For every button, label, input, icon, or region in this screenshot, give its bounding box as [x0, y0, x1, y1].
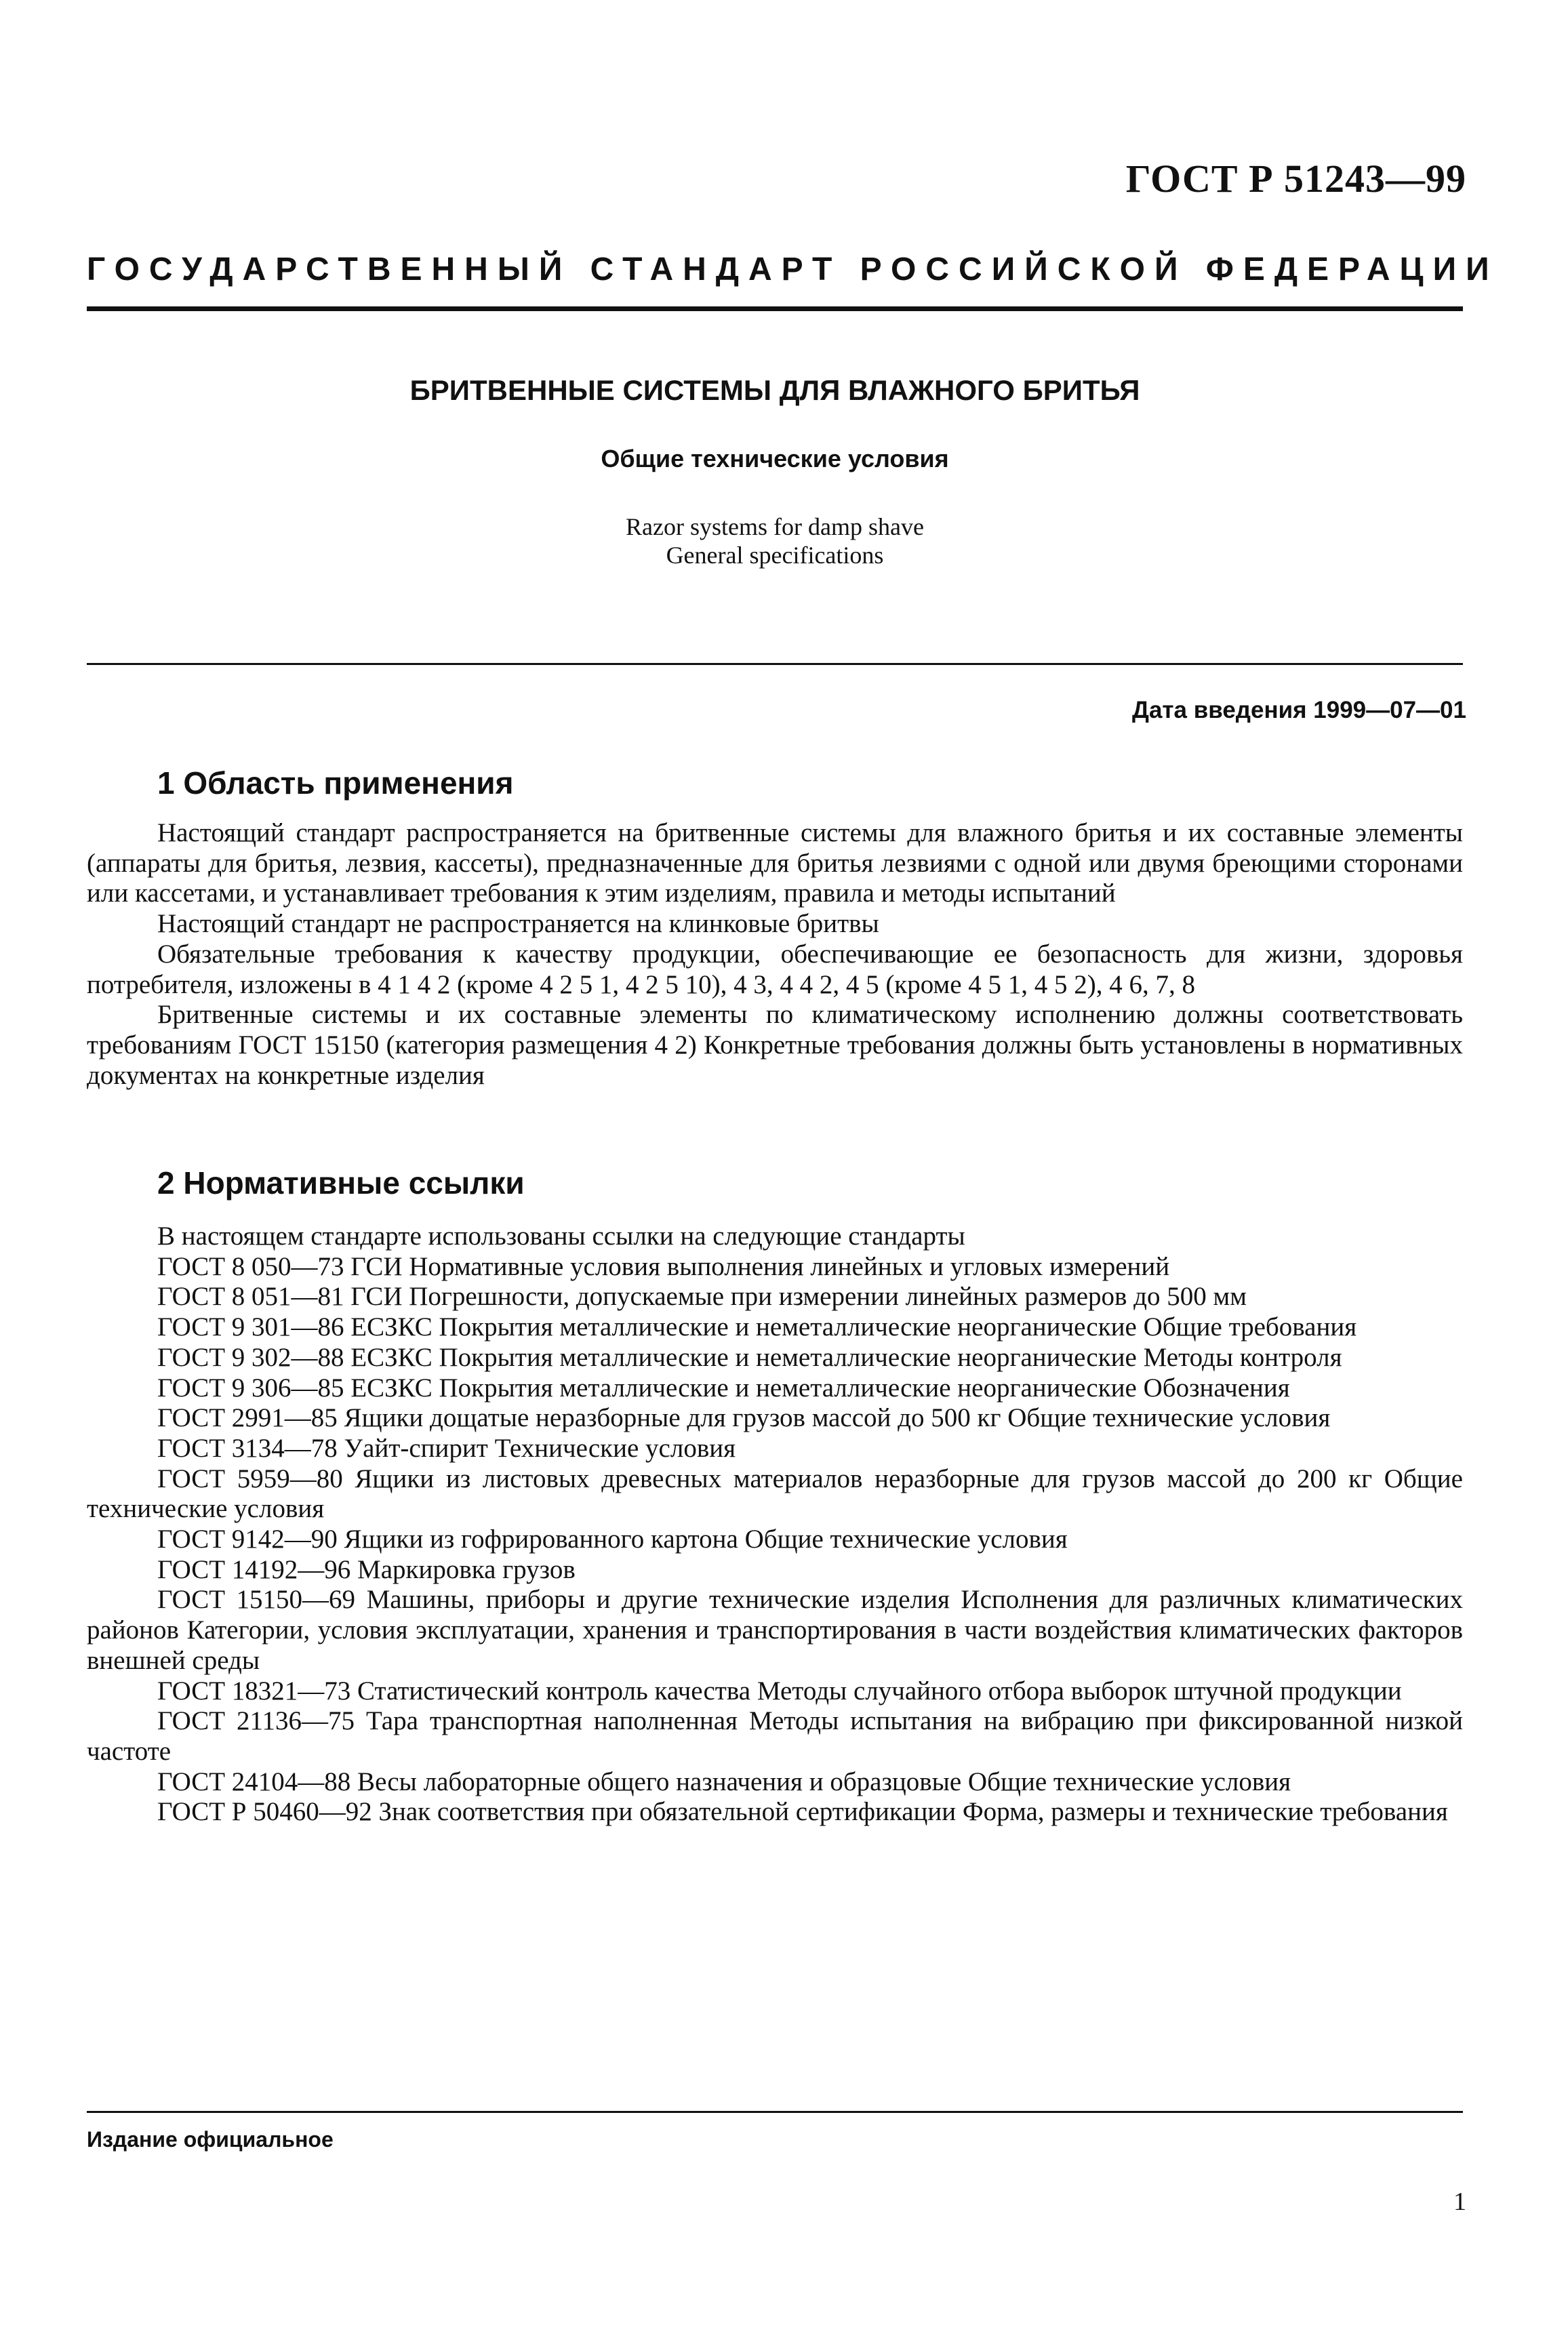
- english-title-line-2: General specifications: [666, 542, 884, 569]
- reference-item: ГОСТ 8 051—81 ГСИ Погрешности, допускаемые при измерении линейных размеров до 500 мм: [157, 1282, 1247, 1312]
- reference-item: ГОСТ 9 301—86 ЕСЗКС Покрытия металлические и неметаллические неорганические Общие требования: [157, 1312, 1357, 1342]
- state-standard-banner: ГОСУДАРСТВЕННЫЙ СТАНДАРТ РОССИЙСКОЙ ФЕДЕРАЦИИ: [87, 251, 1499, 287]
- reference-item: ГОСТ 8 050—73 ГСИ Нормативные условия выполнения линейных и угловых измерений: [157, 1251, 1170, 1281]
- title-divider: [87, 663, 1463, 665]
- reference-item: ГОСТ Р 50460—92 Знак соответствия при обязательной сертификации Форма, размеры и технические требования: [157, 1797, 1448, 1827]
- section-1-heading: 1 Область применения: [157, 765, 514, 801]
- section-2-heading: 2 Нормативные ссылки: [157, 1165, 525, 1201]
- header-divider: [87, 306, 1463, 311]
- document-code: ГОСТ Р 51243—99: [1125, 157, 1466, 201]
- edition-note: Издание официальное: [87, 2127, 334, 2152]
- document-title: БРИТВЕННЫЕ СИСТЕМЫ ДЛЯ ВЛАЖНОГО БРИТЬЯ: [409, 374, 1140, 406]
- reference-item: ГОСТ 21136—75 Тара транспортная наполненная Методы испытания на вибрацию при фиксированной низкой частоте: [87, 1706, 1463, 1766]
- section-2-body: [87, 1222, 1463, 1828]
- paragraph: Настоящий стандарт не распространяется на клинковые бритвы: [157, 909, 879, 939]
- reference-item: ГОСТ 14192—96 Маркировка грузов: [157, 1554, 576, 1584]
- reference-item: ГОСТ 9142—90 Ящики из гофрированного картона Общие технические условия: [157, 1525, 1068, 1554]
- reference-item: ГОСТ 9 302—88 ЕСЗКС Покрытия металлические и неметаллические неорганические Методы контроля: [157, 1342, 1342, 1372]
- reference-item: ГОСТ 9 306—85 ЕСЗКС Покрытия металлические и неметаллические неорганические Обозначения: [157, 1373, 1290, 1403]
- introduction-date: Дата введения 1999—07—01: [1132, 697, 1466, 723]
- english-title: [87, 512, 1463, 569]
- reference-item: ГОСТ 5959—80 Ящики из листовых древесных материалов неразборные для грузов массой до 200 кг Общие технические условия: [87, 1464, 1463, 1524]
- footer-divider: [87, 2111, 1463, 2113]
- reference-item: ГОСТ 15150—69 Машины, приборы и другие технические изделия Исполнения для различных климатических районов Категории, условия эксплуатации, хранения и транспортирования в части воздействия климатических факторов внешней среды: [87, 1585, 1463, 1675]
- english-title-line-1: Razor systems for damp shave: [626, 513, 924, 540]
- page-number: 1: [1453, 2188, 1466, 2216]
- reference-item: ГОСТ 3134—78 Уайт-спирит Технические условия: [157, 1433, 736, 1463]
- reference-item: ГОСТ 18321—73 Статистический контроль качества Методы случайного отбора выборок штучной продукции: [157, 1676, 1402, 1706]
- paragraph: Настоящий стандарт распространяется на бритвенные системы для влажного бритья и их составные элементы (аппараты для бритья, лезвия, кассеты), предназначенные для бритья лезвиями с одной или двумя бреющими сторонами или кассетами, и устанавливает требования к этим изделиям, правила и методы испытаний: [87, 818, 1463, 908]
- reference-item: ГОСТ 2991—85 Ящики дощатые неразборные для грузов массой до 500 кг Общие технические условия: [157, 1403, 1331, 1433]
- paragraph: Обязательные требования к качеству продукции, обеспечивающие ее безопасность для жизни, здоровья потребителя, изложены в 4 1 4 2 (кроме 4 2 5 1, 4 2 5 10), 4 3, 4 4 2, 4 5 (кроме 4 5 1, 4 5 2), 4 6, 7, 8: [87, 939, 1463, 999]
- paragraph: В настоящем стандарте использованы ссылки на следующие стандарты: [157, 1222, 965, 1251]
- section-1-body: [87, 818, 1463, 1091]
- document-subtitle: Общие технические условия: [601, 445, 949, 472]
- paragraph: Бритвенные системы и их составные элементы по климатическому исполнению должны соответствовать требованиям ГОСТ 15150 (категория размещения 4 2) Конкретные требования должны быть установлены в нормативных документах на конкретные изделия: [87, 1000, 1463, 1090]
- reference-item: ГОСТ 24104—88 Весы лабораторные общего назначения и образцовые Общие технические условия: [157, 1767, 1291, 1796]
